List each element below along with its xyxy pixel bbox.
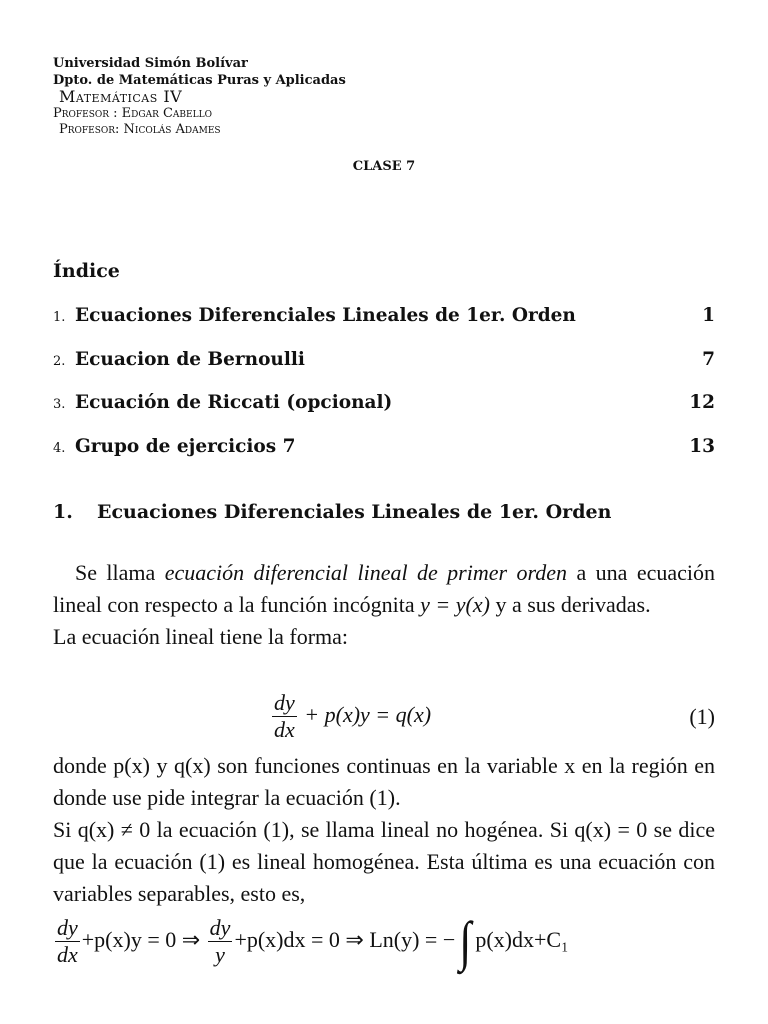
document-header — [53, 56, 346, 139]
toc-title: Ecuacion de Bernoulli — [75, 348, 305, 370]
paragraph-conditions: donde p(x) y q(x) son funciones continuas en la variable x en la región en donde use pide integrar la ecuación (1). — [53, 753, 715, 810]
emphasis-term: ecuación diferencial lineal de primer orden — [164, 560, 568, 585]
toc-page: 13 — [689, 435, 715, 457]
fraction — [208, 915, 233, 969]
university-name: Universidad Simón Bolívar — [53, 56, 248, 71]
course-name: Matemáticas IV — [59, 87, 183, 106]
paragraph-homogeneous: Si q(x) ≠ 0 la ecuación (1), se llama lineal no hogénea. Si q(x) = 0 se dice que la ecuación (1) es lineal homogénea. Esta última es una ecuación con variables separables, esto es, — [53, 817, 715, 906]
integral-sign: ∫ — [459, 911, 472, 973]
denominator: dx — [57, 942, 78, 968]
toc-page: 1 — [702, 305, 715, 326]
equation-label: (1) — [689, 704, 715, 729]
toc-number: 4. — [53, 440, 66, 456]
section-body — [53, 557, 715, 653]
text-run: a una ecuación lineal con respecto a la función incógnita — [53, 560, 715, 617]
table-of-contents — [53, 305, 715, 479]
equation-2-part: p(x)dx+C₁ — [475, 926, 569, 952]
toc-page: 7 — [702, 348, 715, 370]
toc-title: Ecuación de Riccati (opcional) — [75, 392, 393, 413]
equation-2-part: +p(x)dx = 0 ⇒ Ln(y) = − — [234, 926, 456, 952]
toc-entry[interactable] — [53, 305, 715, 349]
toc-title: Ecuaciones Diferenciales Lineales de 1er. Orden — [75, 305, 576, 326]
class-title: CLASE 7 — [352, 159, 416, 174]
equation-1-rest: + p(x)y = q(x) — [298, 701, 432, 727]
numerator: dy — [208, 915, 233, 942]
toc-number: 2. — [53, 353, 66, 369]
section-number: 1. — [53, 501, 73, 523]
toc-number: 3. — [53, 397, 66, 412]
equation-2-part: +p(x)y = 0 ⇒ — [81, 926, 206, 952]
numerator: dy — [55, 915, 80, 942]
text-run: y a sus derivadas. — [489, 592, 651, 617]
section-heading — [53, 501, 611, 523]
denominator: dx — [274, 717, 295, 743]
paragraph-form: La ecuación lineal tiene la forma: — [53, 624, 349, 649]
equation-1-math — [270, 690, 431, 744]
fraction — [272, 690, 297, 744]
department-name: Dpto. de Matemáticas Puras y Aplicadas — [53, 72, 346, 88]
professor-2: Profesor: Nicolás Adames — [59, 122, 221, 137]
text-run: Se llama — [75, 560, 165, 585]
section-title: Ecuaciones Diferenciales Lineales de 1er. Orden — [97, 501, 612, 523]
toc-page: 12 — [689, 392, 715, 413]
toc-number: 1. — [53, 310, 66, 325]
fraction — [55, 915, 80, 969]
professor-1: Profesor : Edgar Cabello — [53, 105, 212, 121]
inline-math: y = y(x) — [420, 592, 490, 617]
toc-entry[interactable] — [53, 349, 715, 393]
section-body-continued — [53, 750, 715, 910]
paragraph-definition — [53, 557, 715, 621]
equation-1 — [53, 690, 715, 746]
denominator: y — [215, 942, 225, 968]
toc-title: Grupo de ejercicios 7 — [75, 435, 296, 457]
toc-entry[interactable] — [53, 392, 715, 436]
toc-entry[interactable] — [53, 436, 715, 480]
equation-2 — [53, 911, 733, 973]
index-title: Índice — [53, 260, 120, 282]
numerator: dy — [272, 690, 297, 717]
